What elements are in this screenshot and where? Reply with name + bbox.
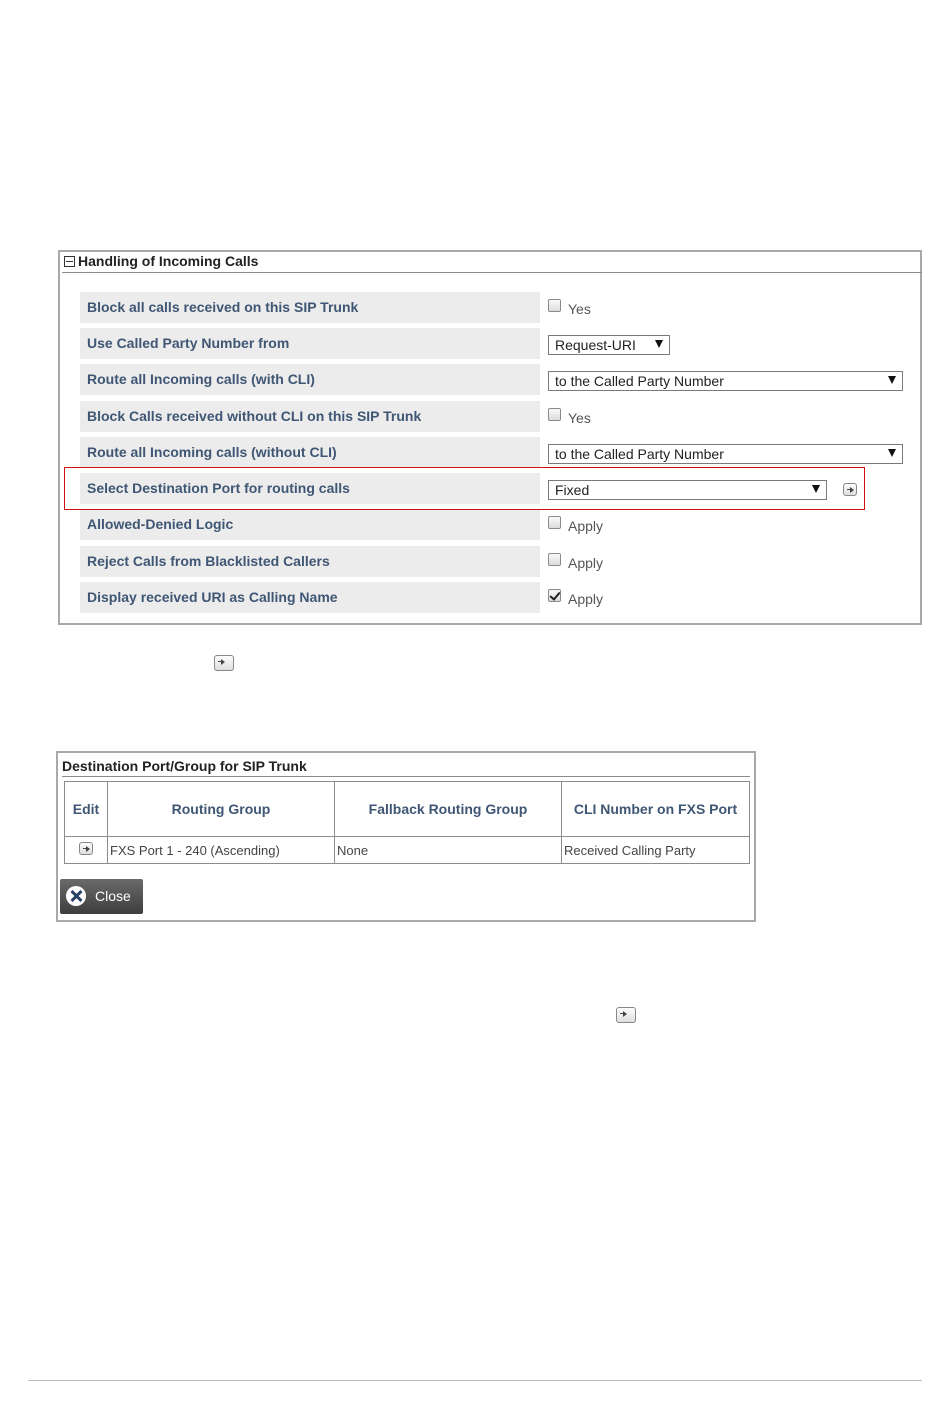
- collapse-minus-icon[interactable]: [64, 256, 75, 267]
- checkbox-option-label: Yes: [568, 410, 591, 426]
- fallback-cell: None: [335, 837, 562, 864]
- panel-title: Destination Port/Group for SIP Trunk: [62, 757, 750, 777]
- row-label: Block all calls received on this SIP Trunk: [80, 292, 540, 323]
- allowed-denied-checkbox[interactable]: [548, 516, 561, 529]
- column-header-edit: Edit: [65, 782, 108, 837]
- close-x-icon: [66, 886, 86, 906]
- row-label: Allowed-Denied Logic: [80, 509, 540, 540]
- cli-cell: Received Calling Party: [562, 837, 750, 864]
- block-without-cli-checkbox[interactable]: [548, 408, 561, 421]
- checkbox-option-label: Apply: [568, 518, 604, 534]
- row-label: Route all Incoming calls (without CLI): [80, 437, 540, 468]
- route-without-cli-select[interactable]: [548, 444, 903, 464]
- table-row: [65, 837, 750, 864]
- checkbox-option-label: Apply: [568, 591, 604, 607]
- checkbox-option-label: Yes: [568, 301, 591, 317]
- row-label: Block Calls received without CLI on this SIP Trunk: [80, 401, 540, 432]
- row-display-uri: [80, 582, 904, 613]
- arrow-right-icon[interactable]: [79, 842, 93, 855]
- row-label: Route all Incoming calls (with CLI): [80, 364, 540, 395]
- arrow-right-icon: [616, 1007, 636, 1023]
- highlight-frame: [64, 467, 865, 510]
- row-label: Reject Calls from Blacklisted Callers: [80, 546, 540, 577]
- arrow-right-icon: [214, 655, 234, 671]
- edit-cell: [65, 837, 108, 864]
- dropdown-arrow-icon: [888, 376, 896, 384]
- row-label: Use Called Party Number from: [80, 328, 540, 359]
- row-called-party-source: [80, 328, 904, 359]
- route-with-cli-select[interactable]: [548, 371, 903, 391]
- row-route-without-cli: [80, 437, 904, 468]
- row-block-without-cli: [80, 401, 904, 432]
- called-party-source-select[interactable]: [548, 335, 670, 355]
- row-reject-blacklisted: [80, 546, 904, 577]
- select-value: Request-URI: [555, 337, 636, 353]
- row-label: Select Destination Port for routing calls: [80, 473, 540, 504]
- column-header-routing-group: Routing Group: [108, 782, 335, 837]
- destination-table: [64, 781, 750, 864]
- panel-title: Handling of Incoming Calls: [78, 253, 259, 269]
- row-block-all-calls: [80, 292, 904, 323]
- row-allowed-denied: [80, 509, 904, 540]
- dropdown-arrow-icon: [888, 449, 896, 457]
- incoming-calls-panel: [58, 250, 922, 625]
- block-all-calls-checkbox[interactable]: [548, 299, 561, 312]
- footer-divider: [28, 1380, 922, 1381]
- table-header-row: [65, 782, 750, 837]
- select-value: to the Called Party Number: [555, 446, 724, 462]
- reject-blacklisted-checkbox[interactable]: [548, 553, 561, 566]
- column-header-cli: CLI Number on FXS Port: [562, 782, 750, 837]
- destination-port-panel: [56, 751, 756, 922]
- row-label: Display received URI as Calling Name: [80, 582, 540, 613]
- column-header-fallback: Fallback Routing Group: [335, 782, 562, 837]
- select-value: to the Called Party Number: [555, 373, 724, 389]
- dropdown-arrow-icon: [655, 340, 663, 348]
- row-route-with-cli: [80, 364, 904, 395]
- routing-group-cell: FXS Port 1 - 240 (Ascending): [108, 837, 335, 864]
- select-value: Fixed: [555, 482, 590, 498]
- checkbox-option-label: Apply: [568, 555, 604, 571]
- close-label: Close: [95, 888, 131, 904]
- display-uri-checkbox[interactable]: [548, 589, 561, 602]
- close-button[interactable]: [60, 879, 143, 914]
- panel-header[interactable]: [62, 252, 922, 273]
